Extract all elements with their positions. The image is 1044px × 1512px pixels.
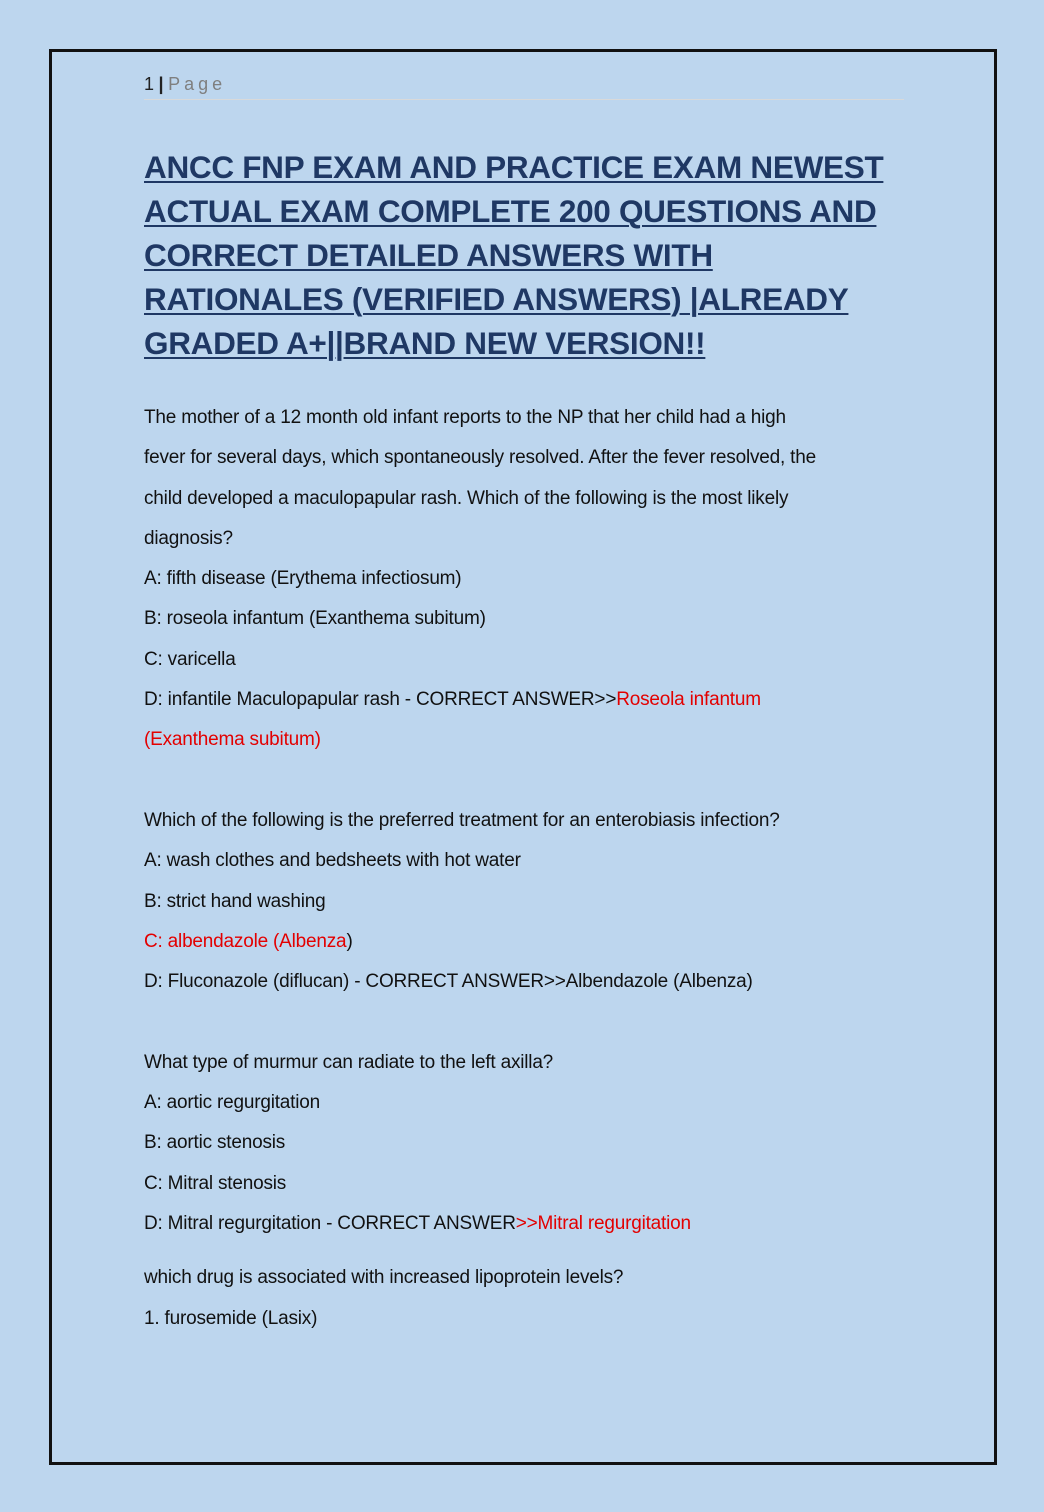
header-divider bbox=[144, 99, 904, 100]
spacer bbox=[144, 1244, 914, 1258]
question-2-option-a: A: wash clothes and bedsheets with hot water bbox=[144, 850, 521, 872]
question-2-option-c bbox=[144, 922, 914, 962]
question-1-option-d bbox=[144, 680, 914, 720]
spacer bbox=[144, 1002, 914, 1042]
document-title: ANCC FNP EXAM AND PRACTICE EXAM NEWEST ACTUAL EXAM COMPLETE 200 QUESTIONS AND CORRECT DETAILED ANSWERS WITH RATIONALES (VERIFIED ANSWERS) |ALREADY GRADED A+||BRAND NEW VERSION!! bbox=[144, 149, 884, 361]
question-block-1 bbox=[144, 398, 914, 761]
question-1-option-d-text: D: infantile Maculopapular rash - CORRECT ANSWER>> bbox=[144, 689, 617, 711]
page-header bbox=[144, 74, 226, 95]
page-label: Page bbox=[168, 74, 227, 94]
question-block-3 bbox=[144, 1043, 914, 1244]
question-2-option-b: B: strict hand washing bbox=[144, 890, 326, 912]
question-1-correct-answer-continued: (Exanthema subitum) bbox=[144, 729, 321, 751]
page-number: 1 bbox=[144, 74, 155, 94]
question-4-stem: which drug is associated with increased lipoprotein levels? bbox=[144, 1267, 624, 1289]
question-4-option-1: 1. furosemide (Lasix) bbox=[144, 1307, 318, 1329]
question-3-stem: What type of murmur can radiate to the left axilla? bbox=[144, 1051, 554, 1073]
spacer bbox=[144, 761, 914, 801]
question-1-stem-line-4: diagnosis? bbox=[144, 527, 233, 549]
page-separator: | bbox=[158, 74, 165, 94]
document-body bbox=[144, 398, 914, 1339]
question-1-option-b: B: roseola infantum (Exanthema subitum) bbox=[144, 608, 486, 630]
question-3-correct-answer: >>Mitral regurgitation bbox=[515, 1212, 691, 1234]
question-block-2 bbox=[144, 801, 914, 1002]
question-3-option-d-text: D: Mitral regurgitation - CORRECT ANSWER bbox=[144, 1212, 516, 1234]
question-2-option-d: D: Fluconazole (diflucan) - CORRECT ANSWER>>Albendazole (Albenza) bbox=[144, 971, 753, 993]
question-block-4 bbox=[144, 1258, 914, 1339]
question-3-option-c: C: Mitral stenosis bbox=[144, 1172, 287, 1194]
question-3-option-d bbox=[144, 1204, 914, 1244]
question-1-stem-line-2: fever for several days, which spontaneously resolved. After the fever resolved, the bbox=[144, 447, 816, 469]
question-1-option-a: A: fifth disease (Erythema infectiosum) bbox=[144, 568, 462, 590]
question-3-option-b: B: aortic stenosis bbox=[144, 1132, 286, 1154]
question-2-option-c-tail: ) bbox=[346, 930, 353, 952]
question-1-stem-line-3: child developed a maculopapular rash. Which of the following is the most likely bbox=[144, 487, 789, 509]
question-3-option-a: A: aortic regurgitation bbox=[144, 1092, 320, 1114]
question-2-stem: Which of the following is the preferred treatment for an enterobiasis infection? bbox=[144, 809, 780, 831]
question-1-stem-line-1: The mother of a 12 month old infant reports to the NP that her child had a high bbox=[144, 407, 786, 428]
question-1-option-c: C: varicella bbox=[144, 648, 236, 670]
question-1-correct-answer: Roseola infantum bbox=[616, 689, 761, 711]
question-2-highlighted-option: C: albendazole (Albenza bbox=[144, 930, 347, 952]
